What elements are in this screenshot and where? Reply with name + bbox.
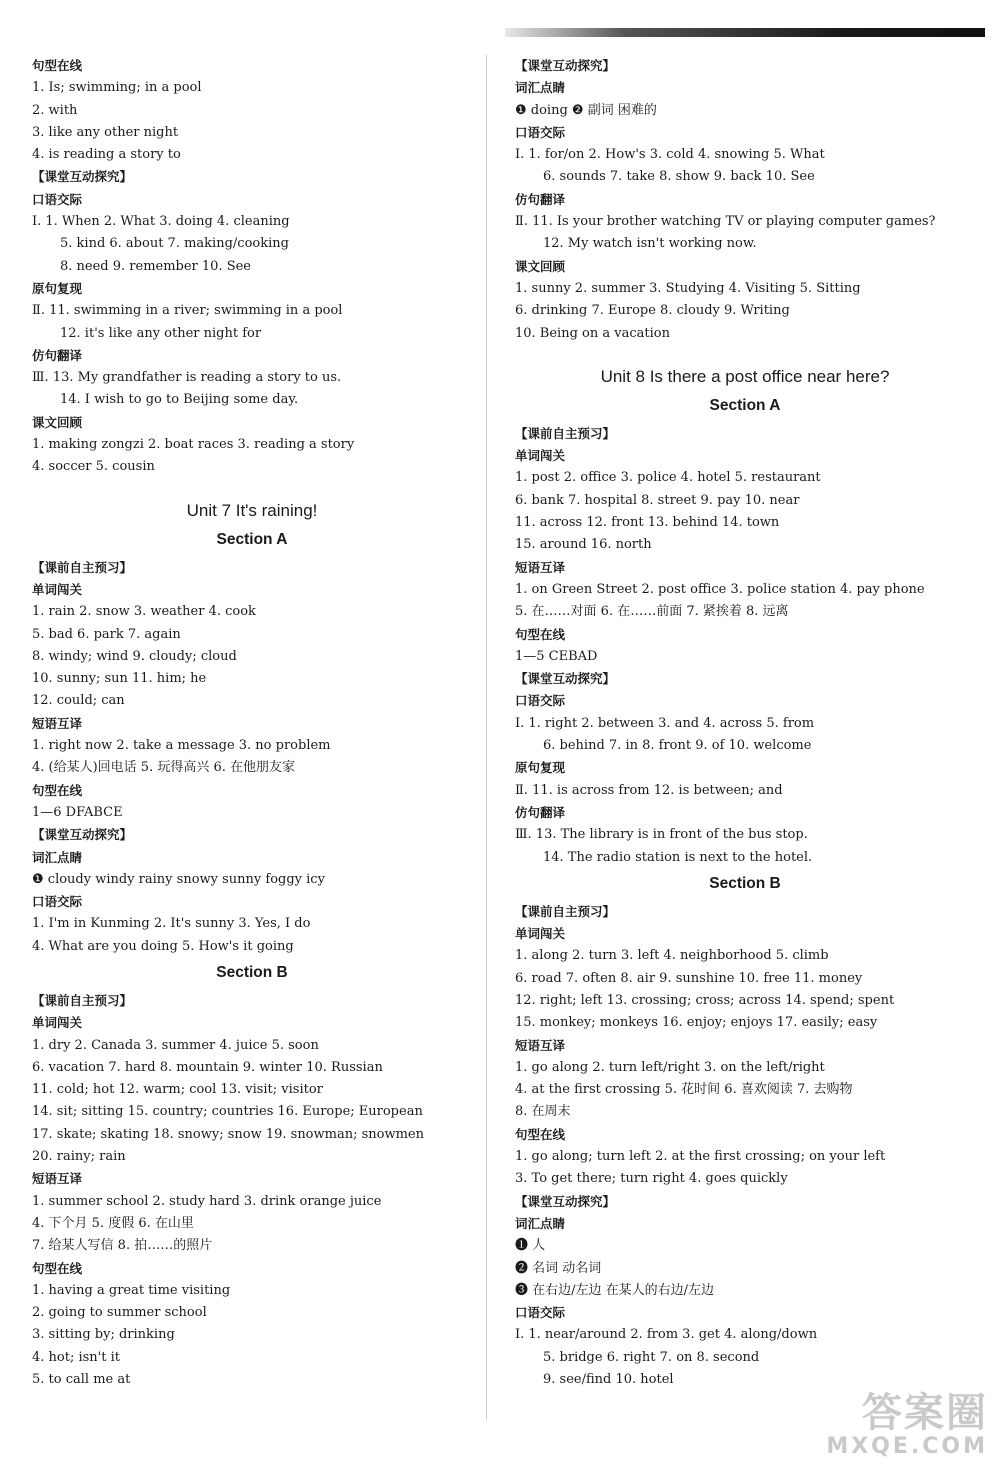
- section-header: 【课堂互动探究】: [515, 1193, 616, 1209]
- section-title: Section B: [216, 963, 288, 981]
- subsection-label: 单词闯关: [515, 926, 566, 942]
- subsection-label: 句型在线: [515, 1126, 566, 1142]
- section-header: 【课堂互动探究】: [515, 58, 616, 73]
- watermark-top: 答案圈: [862, 1390, 988, 1436]
- answer-line: 17. skate; skating 18. snowy; snow 19. snowman; snowmen: [32, 1126, 424, 1142]
- answer-line: 14. sit; sitting 15. country; countries 16. Europe; European: [32, 1104, 423, 1120]
- answer-line: ❶ cloudy windy rainy snowy sunny foggy icy: [32, 871, 325, 887]
- left-column: [32, 55, 472, 1391]
- right-column: [515, 55, 975, 1391]
- section-title: Section A: [709, 396, 781, 414]
- subsection-label: 单词闯关: [32, 1015, 83, 1031]
- answer-line: 10. sunny; sun 11. him; he: [32, 671, 207, 687]
- answer-line: 1. making zongzi 2. boat races 3. reading a story: [32, 437, 355, 453]
- answer-line: 3. To get there; turn right 4. goes quickly: [515, 1171, 788, 1187]
- answer-line: 4. (给某人)回电话 5. 玩得高兴 6. 在他朋友家: [32, 760, 296, 776]
- answer-line: Ⅰ. 1. near/around 2. from 3. get 4. along/down: [515, 1327, 818, 1343]
- spacer: [515, 345, 975, 363]
- answer-line: 1. summer school 2. study hard 3. drink orange juice: [32, 1193, 382, 1209]
- subsection-label: 课文回顾: [32, 414, 83, 430]
- answer-line: Ⅱ. 11. is across from 12. is between; and: [515, 782, 783, 798]
- answer-line: 1. having a great time visiting: [32, 1282, 231, 1298]
- answer-line: 9. see/find 10. hotel: [543, 1372, 674, 1388]
- answer-line: Ⅰ. 1. for/on 2. How's 3. cold 4. snowing 5. What: [515, 147, 825, 163]
- answer-line: 1. on Green Street 2. post office 3. police station 4. pay phone: [515, 581, 925, 597]
- answer-line: 6. road 7. often 8. air 9. sunshine 10. free 11. money: [515, 970, 863, 986]
- subsection-label: 课文回顾: [515, 258, 566, 274]
- subsection-label: 单词闯关: [32, 581, 83, 597]
- subsection-label: 句型在线: [515, 626, 566, 642]
- answer-line: 12. could; can: [32, 693, 125, 709]
- answer-line: 2. with: [32, 102, 78, 118]
- answer-line: 6. bank 7. hospital 8. street 9. pay 10. near: [515, 492, 800, 508]
- section-header: 【课前自主预习】: [32, 559, 133, 575]
- answer-line: 14. The radio station is next to the hotel.: [543, 849, 813, 865]
- subsection-label: 仿句翻译: [32, 347, 83, 363]
- answer-line: 4. What are you doing 5. How's it going: [32, 938, 294, 954]
- subsection-label: 短语互译: [32, 1171, 83, 1187]
- answer-line: 11. cold; hot 12. warm; cool 13. visit; visitor: [32, 1082, 323, 1098]
- answer-line: 10. Being on a vacation: [515, 325, 670, 341]
- subsection-label: 原句复现: [515, 760, 566, 776]
- section-header: 【课前自主预习】: [515, 425, 616, 441]
- answer-line: 1. go along; turn left 2. at the first crossing; on your left: [515, 1149, 886, 1165]
- subsection-label: 口语交际: [515, 1305, 566, 1321]
- subsection-label: 口语交际: [32, 191, 83, 207]
- unit-title: Unit 8 Is there a post office near here?: [600, 366, 890, 386]
- answer-line: 1. along 2. turn 3. left 4. neighborhood 5. climb: [515, 948, 829, 964]
- answer-line: 8. windy; wind 9. cloudy; cloud: [32, 648, 237, 664]
- section-header: 【课堂互动探究】: [515, 671, 616, 687]
- answer-line: 4. at the first crossing 5. 花时间 6. 喜欢阅读 7. 去购物: [515, 1082, 853, 1098]
- answer-line: 6. vacation 7. hard 8. mountain 9. winter 10. Russian: [32, 1059, 383, 1075]
- answer-line: 12. right; left 13. crossing; cross; across 14. spend; spent: [515, 992, 895, 1008]
- answer-line: 4. 下个月 5. 度假 6. 在山里: [32, 1215, 194, 1231]
- subsection-label: 口语交际: [32, 894, 83, 910]
- answer-line: 7. 给某人写信 8. 拍……的照片: [32, 1238, 213, 1254]
- answer-line: 1. I'm in Kunming 2. It's sunny 3. Yes, I do: [32, 916, 311, 932]
- answer-line: 6. sounds 7. take 8. show 9. back 10. See: [543, 169, 815, 185]
- answer-line: 12. My watch isn't working now.: [543, 236, 757, 252]
- answer-line: 11. across 12. front 13. behind 14. town: [515, 515, 780, 531]
- watermark-logo: [826, 1392, 988, 1459]
- subsection-label: 仿句翻译: [515, 804, 566, 820]
- answer-line: 12. it's like any other night for: [60, 325, 262, 341]
- answer-line: 6. behind 7. in 8. front 9. of 10. welcome: [543, 738, 812, 754]
- section-header: 【课前自主预习】: [32, 992, 133, 1008]
- subsection-label: 词汇点睛: [32, 849, 83, 865]
- subsection-label: 词汇点睛: [515, 80, 566, 96]
- subsection-label: 原句复现: [32, 280, 83, 296]
- answer-line: 15. around 16. north: [515, 537, 652, 553]
- answer-line: 1. Is; swimming; in a pool: [32, 80, 202, 96]
- answer-line: Ⅰ. 1. When 2. What 3. doing 4. cleaning: [32, 214, 290, 230]
- subsection-label: 短语互译: [515, 1037, 566, 1053]
- subsection-label: 句型在线: [32, 58, 83, 73]
- answer-line: 8. need 9. remember 10. See: [60, 258, 252, 274]
- answer-line: 1—6 DFABCE: [32, 804, 123, 820]
- watermark-bottom: MXQE.COM: [826, 1434, 988, 1459]
- answer-line: 4. soccer 5. cousin: [32, 459, 155, 475]
- answer-line: 5. kind 6. about 7. making/cooking: [60, 236, 289, 252]
- answer-line: 1. go along 2. turn left/right 3. on the left/right: [515, 1059, 825, 1075]
- answer-line: ❷ 名词 动名词: [515, 1260, 602, 1276]
- answer-line: 15. monkey; monkeys 16. enjoy; enjoys 17. easily; easy: [515, 1015, 878, 1031]
- section-header: 【课前自主预习】: [515, 903, 616, 919]
- answer-line: 6. drinking 7. Europe 8. cloudy 9. Writing: [515, 303, 790, 319]
- answer-line: 20. rainy; rain: [32, 1149, 126, 1165]
- answer-line: 3. like any other night: [32, 124, 179, 140]
- answer-line: 1. post 2. office 3. police 4. hotel 5. restaurant: [515, 470, 821, 486]
- answer-line: 1—5 CEBAD: [515, 648, 598, 664]
- section-title: Section B: [709, 874, 781, 892]
- subsection-label: 口语交际: [515, 124, 566, 140]
- answer-line: Ⅰ. 1. right 2. between 3. and 4. across 5. from: [515, 715, 815, 731]
- answer-line: 5. bridge 6. right 7. on 8. second: [543, 1349, 760, 1365]
- answer-line: 2. going to summer school: [32, 1305, 207, 1321]
- subsection-label: 短语互译: [515, 559, 566, 575]
- top-decorative-bar: [505, 28, 985, 37]
- answer-line: 1. rain 2. snow 3. weather 4. cook: [32, 604, 256, 620]
- subsection-label: 句型在线: [32, 1260, 83, 1276]
- subsection-label: 短语互译: [32, 715, 83, 731]
- answer-line: 1. sunny 2. summer 3. Studying 4. Visiting 5. Sitting: [515, 280, 861, 296]
- subsection-label: 口语交际: [515, 693, 566, 709]
- answer-line: 5. to call me at: [32, 1372, 131, 1388]
- answer-line: Ⅲ. 13. My grandfather is reading a story to us.: [32, 370, 342, 386]
- answer-line: 14. I wish to go to Beijing some day.: [60, 392, 299, 408]
- subsection-label: 单词闯关: [515, 448, 566, 464]
- answer-line: 4. hot; isn't it: [32, 1349, 120, 1365]
- answer-line: 1. right now 2. take a message 3. no problem: [32, 738, 331, 754]
- spacer: [32, 479, 472, 497]
- answer-line: 3. sitting by; drinking: [32, 1327, 175, 1343]
- answer-line: 4. is reading a story to: [32, 147, 181, 163]
- answer-line: 1. dry 2. Canada 3. summer 4. juice 5. soon: [32, 1037, 319, 1053]
- subsection-label: 词汇点睛: [515, 1215, 566, 1231]
- section-header: 【课堂互动探究】: [32, 169, 133, 185]
- section-title: Section A: [216, 530, 288, 548]
- answer-line: Ⅱ. 11. Is your brother watching TV or playing computer games?: [515, 214, 936, 230]
- section-header: 【课堂互动探究】: [32, 827, 133, 843]
- subsection-label: 句型在线: [32, 782, 83, 798]
- unit-title: Unit 7 It's raining!: [186, 500, 318, 520]
- answer-line: Ⅲ. 13. The library is in front of the bus stop.: [515, 827, 808, 843]
- answer-line: ❶ doing ❷ 副词 困难的: [515, 102, 657, 118]
- subsection-label: 仿句翻译: [515, 191, 566, 207]
- answer-line: 8. 在周末: [515, 1104, 571, 1120]
- answer-line: 5. bad 6. park 7. again: [32, 626, 181, 642]
- answer-line: Ⅱ. 11. swimming in a river; swimming in a pool: [32, 303, 343, 319]
- answer-line: 5. 在……对面 6. 在……前面 7. 紧挨着 8. 远离: [515, 604, 789, 620]
- answer-line: ❶ 人: [515, 1238, 546, 1254]
- answer-line: ❸ 在右边/左边 在某人的右边/左边: [515, 1282, 715, 1298]
- column-divider: [486, 55, 487, 1420]
